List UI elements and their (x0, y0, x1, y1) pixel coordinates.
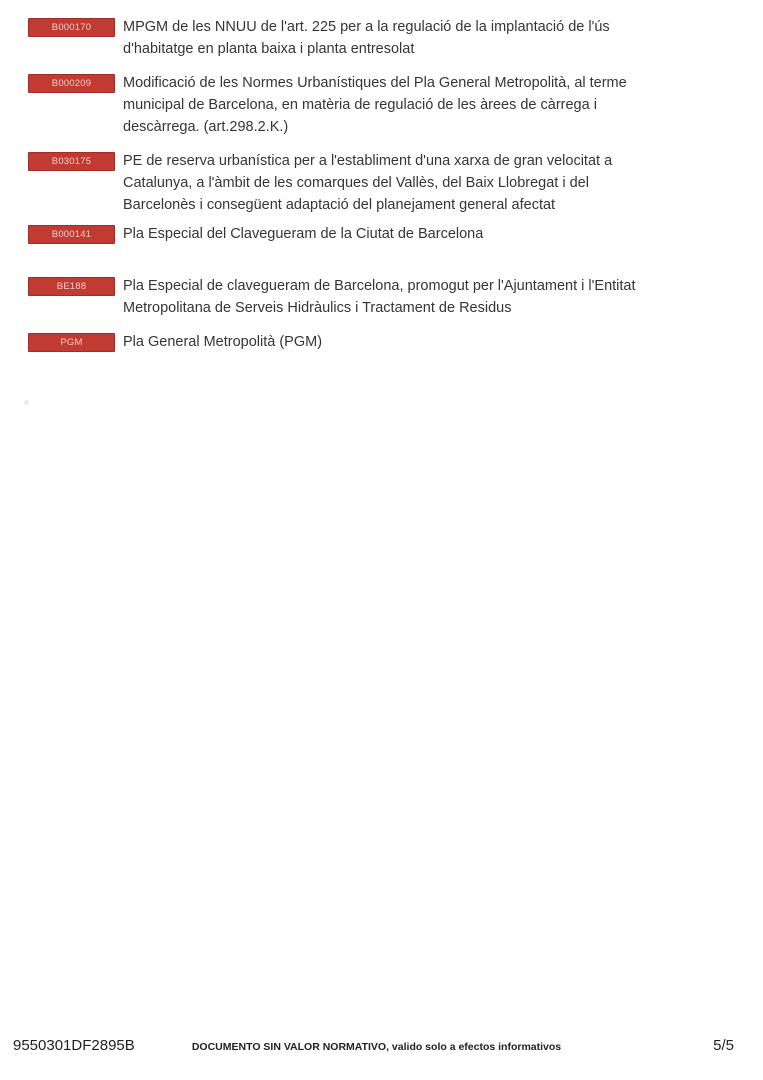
plan-description: Pla General Metropolità (PGM) (123, 334, 323, 350)
plan-list-item (28, 150, 688, 216)
plan-list-item (28, 72, 688, 138)
page-indicator: 5/5 (713, 1037, 734, 1054)
plan-code-badge[interactable]: BE188 (28, 277, 115, 296)
footer-disclaimer: DOCUMENTO SIN VALOR NORMATIVO, valido solo a efectos informativos (191, 1041, 562, 1053)
plan-list-item (28, 275, 688, 319)
plan-list-item (28, 16, 688, 60)
plan-list (28, 16, 688, 353)
document-id: 9550301DF2895B (13, 1037, 135, 1054)
plan-list-item (28, 331, 688, 353)
plan-code-badge[interactable]: B000141 (28, 225, 115, 244)
plan-code-badge[interactable]: PGM (28, 333, 115, 352)
plan-code-badge[interactable]: B000209 (28, 74, 115, 93)
plan-description: Modificació de les Normes Urbanístiques del Pla General Metropolità, al terme municipal de Barcelona, en matèria de regulació de les àrees de càrrega i descàrrega. (art.298.2.K.) (123, 75, 627, 135)
plan-code-badge[interactable]: B030175 (28, 152, 115, 171)
plan-list-item (28, 223, 688, 245)
plan-description: Pla Especial de clavegueram de Barcelona, promogut per l'Ajuntament i l'Entitat Metropolitana de Serveis Hidràulics i Tractament de Residus (123, 278, 636, 316)
plan-description: PE de reserva urbanística per a l'establiment d'una xarxa de gran velocitat a Catalunya, a l'àmbit de les comarques del Vallès, del Baix Llobregat i del Barcelonès i consegüent adaptació del planejament general afectat (123, 153, 613, 213)
plan-code-badge[interactable]: B000170 (28, 18, 115, 37)
plan-description: Pla Especial del Clavegueram de la Ciutat de Barcelona (123, 226, 484, 242)
scan-artifact-dot (24, 400, 29, 405)
plan-description: MPGM de les NNUU de l'art. 225 per a la regulació de la implantació de l'ús d'habitatge en planta baixa i planta entresolat (123, 19, 610, 57)
